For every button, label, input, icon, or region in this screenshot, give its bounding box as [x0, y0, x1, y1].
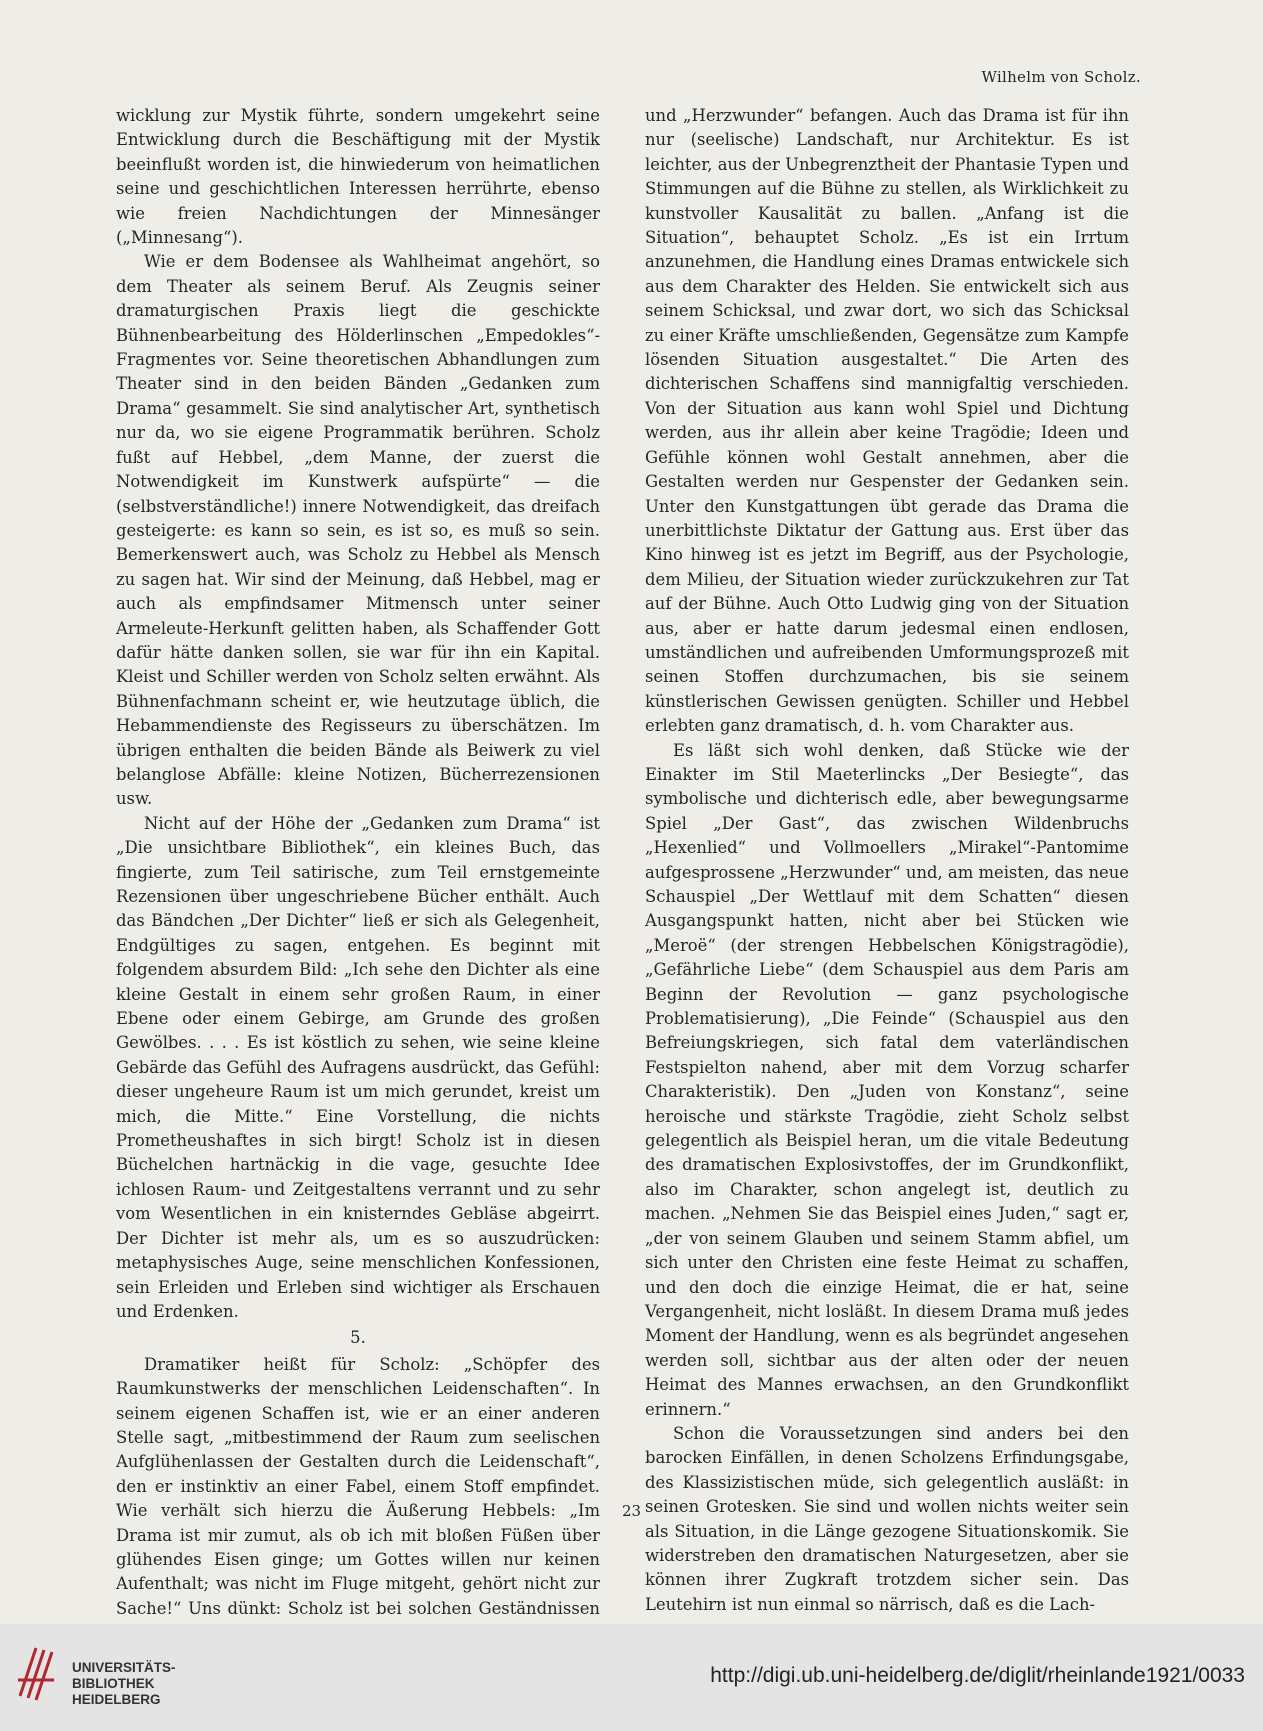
left-paragraph-1: wicklung zur Mystik führte, sondern umgekehrt seine Entwicklung durch die Beschäftigung mit der Mystik beeinflußt worden ist, die hinwiederum von heimatlichen seine und geschichtlichen Interessen herrührte, ebenso wie freien Nachdichtungen der Minnesänger („Minnesang“). — [116, 106, 600, 248]
running-head: Wilhelm von Scholz. — [981, 68, 1141, 86]
section-number: 5. — [350, 1328, 366, 1348]
right-paragraph-3: Schon die Voraussetzungen sind anders bei den barocken Einfällen, in denen Scholzens Erfindungsgabe, des Klassizistischen müde, sich gelegentlich ausläßt: in seinen Grotesken. Sie sind und wollen nichts weiter sein als Situation, in die Länge gezogene Situationskomik. Sie widerstreben den dramatischen Naturgesetzen, aber sie können ihrer Zugkraft trotzdem sicher sein. Das Leutehirn ist nun einmal so närrisch, daß es die Lach- — [645, 1423, 1129, 1614]
library-name-line-3: HEIDELBERG — [72, 1692, 161, 1707]
ub-heidelberg-logo-icon — [14, 1640, 62, 1704]
right-paragraph-1: und „Herzwunder“ befangen. Auch das Drama ist für ihn nur (seelische) Landschaft, nur Architektur. Es ist leichter, aus der Unbegrenztheit der Phantasie Typen und Stimmungen auf die Bühne zu stellen, als Wirklichkeit zu kunstvoller Kausalität zu ballen. „Anfang ist die Situation“, behauptet Scholz. „Es ist ein Irrtum anzunehmen, die Handlung eines Dramas entwickele sich aus dem Charakter des Helden. Sie entwickelt sich aus seinem Schicksal, und zwar dort, wo sich das Schicksal zu einer Kräfte umschließenden, Gegensätze zum Kampfe lösenden Situation ausgestaltet.“ Die Arten des dichterischen Schaffens sind mannigfaltig verschieden. Von der Situation aus kann wohl Spiel und Dichtung werden, aus ihr allein aber keine Tragödie; Ideen und Gefühle können wohl Gestalt annehmen, aber die Gestalten werden nur Gespenster der Gedanken sein. Unter den Kunstgattungen übt gerade das Drama die unerbittlichste Diktatur der Gattung aus. Erst über das Kino hinweg ist es jetzt im Begriff, aus der Psychologie, dem Milieu, der Situation wieder zurückzukehren zur Tat auf der Bühne. Auch Otto Ludwig ging von der Situation aus, aber er hatte darum jedesmal einen endlosen, umständlichen und aufreibenden Umformungsprozeß mit seinen Stoffen durchzumachen, bis sie seinem künstlerischen Gewissen genügten. Schiller und Hebbel erlebten ganz dramatisch, d. h. vom Charakter aus. — [645, 106, 1129, 736]
page-number: 23 — [621, 1502, 642, 1520]
right-paragraph-2: Es läßt sich wohl denken, daß Stücke wie der Einakter im Stil Maeterlincks „Der Besiegte“, das symbolische und dichterisch edle, aber bewegungsarme Spiel „Der Gast“, das zwischen Wildenbruchs „Hexenlied“ und Vollmoellers „Mirakel“-Pantomime aufgesprossene „Herzwunder“ und, am meisten, das neue Schauspiel „Der Wettlauf mit dem Schatten“ diesen Ausgangspunkt hatten, nicht aber bei Stücken wie „Meroë“ (der strengen Hebbelschen Königstragödie), „Gefährliche Liebe“ (dem Schauspiel aus dem Paris am Beginn der Revolution — ganz psychologische Problematisierung), „Die Feinde“ (Schauspiel aus den Befreiungskriegen, sich fatal dem vaterländischen Festspielton nahend, aber mit dem Vorzug scharfer Charakteristik). Den „Juden von Konstanz“, seine heroische und stärkste Tragödie, zieht Scholz selbst gelegentlich als Beispiel heran, um die vitale Bedeutung des dramatischen Explosivstoffes, der im Grundkonflikt, also im Charakter, schon angelegt ist, deutlich zu machen. „Nehmen Sie das Beispiel eines Juden,“ sagt er, „der von seinem Glauben und seinem Stamm abfiel, um sich unter den Christen eine feste Heimat zu schaffen, und den doch die einzige Heimat, die er hat, seine Vergangenheit, nicht losläßt. In diesem Drama muß jedes Moment der Handlung, wenn es als begründet angesehen werden soll, sichtbar aus der alten oder der neuen Heimat des Mannes erwachsen, an den Grundkonflikt erinnern.“ — [645, 740, 1130, 1419]
left-column — [116, 104, 600, 1670]
library-name-line-2: BIBLIOTHEK — [72, 1676, 155, 1691]
left-paragraph-4: Dramatiker heißt für Scholz: „Schöpfer des Raumkunstwerks der menschlichen Leidenschaften“. In seinem eigenen Schaffen ist, wie er an einer anderen Stelle sagt, „mitbestimmend der Raum zum seelischen Aufglühenlassen der Gestalten durch die Leidenschaft“, den er instinktiv an einer Fabel, einem Stoff empfindet. Wie verhält sich hierzu die Äußerung Hebbels: „Im Drama ist mir zumut, als ob ich mit bloßen Füßen über glühendes Eisen ginge; um Gottes willen nur keinen Aufenthalt; was nicht im Fluge mitgeht, gehört nicht zur Sache!“ Uns dünkt: Scholz ist bei solchen Geständnissen — [116, 1354, 600, 1618]
digitization-footer — [0, 1624, 1263, 1731]
source-url-link[interactable]: http://digi.ub.uni-heidelberg.de/diglit/rheinlande1921/0033 — [710, 1664, 1245, 1687]
left-paragraph-3: Nicht auf der Höhe der „Gedanken zum Drama“ ist „Die unsichtbare Bibliothek“, ein kleines Buch, das fingierte, zum Teil satirische, zum Teil ernstgemeinte Rezensionen über ungeschriebene Bücher enthält. Auch das Bändchen „Der Dichter“ ließ er sich als Gelegenheit, Endgültiges zu sagen, entgehen. Es beginnt mit folgendem absurdem Bild: „Ich sehe den Dichter als eine kleine Gestalt in einem sehr großen Raum, in einer Ebene oder einem Gebirge, am Grunde des großen Gewölbes. . . . Es ist köstlich zu sehen, wie seine kleine Gebärde das Gefühl des Aufragens ausdrückt, das Gefühl: dieser ungeheure Raum ist um mich gerundet, kreist um mich, die Mitte.“ Eine Vorstellung, die nichts Prometheushaftes in sich birgt! Scholz ist in diesen Büchelchen hartnäckig in die vage, gesuchte Idee ichlosen Raum- und Zeitgestaltens verrannt und zu sehr vom Wesentlichen in ein knisterndes Gebläse abgeirrt. Der Dichter ist mehr als, um es so auszudrücken: metaphysisches Auge, seine menschlichen Konfessionen, sein Erleiden und Erleben sind wichtiger als Erschauen und Erdenken. — [116, 813, 600, 1321]
library-name-line-1: UNIVERSITÄTS- — [72, 1660, 176, 1675]
library-name — [72, 1660, 176, 1708]
left-paragraph-2: Wie er dem Bodensee als Wahlheimat angehört, so dem Theater als seinem Beruf. Als Zeugnis seiner dramaturgischen Praxis liegt die geschickte Bühnenbearbeitung des Hölderlinschen „Empedokles“-Fragmentes vor. Seine theoretischen Abhandlungen zum Theater sind in den beiden Bänden „Gedanken zum Drama“ gesammelt. Sie sind analytischer Art, synthetisch nur da, wo sie eigene Programmatik berühren. Scholz fußt auf Hebbel, „dem Manne, der zuerst die Notwendigkeit im Kunstwerk aufspürte“ — die (selbstverständliche!) innere Notwendigkeit, das dreifach gesteigerte: es kann so sein, es ist so, es muß so sein. Bemerkenswert auch, was Scholz zu Hebbel als Mensch zu sagen hat. Wir sind der Meinung, daß Hebbel, mag er auch als empfindsamer Mitmensch unter seiner Armeleute-Herkunft gelitten haben, als Schaffender Gott dafür hätte danken sollen, sie war für ihn ein Kapital. Kleist und Schiller werden von Scholz selten erwähnt. Als Bühnenfachmann scheint er, wie heutzutage üblich, die Hebammendienste des Regisseurs zu überschätzen. Im übrigen enthalten die beiden Bände als Beiwerk zu viel belanglose Abfälle: kleine Notizen, Bücherrezensionen usw. — [116, 252, 600, 809]
right-column — [645, 104, 1129, 1617]
